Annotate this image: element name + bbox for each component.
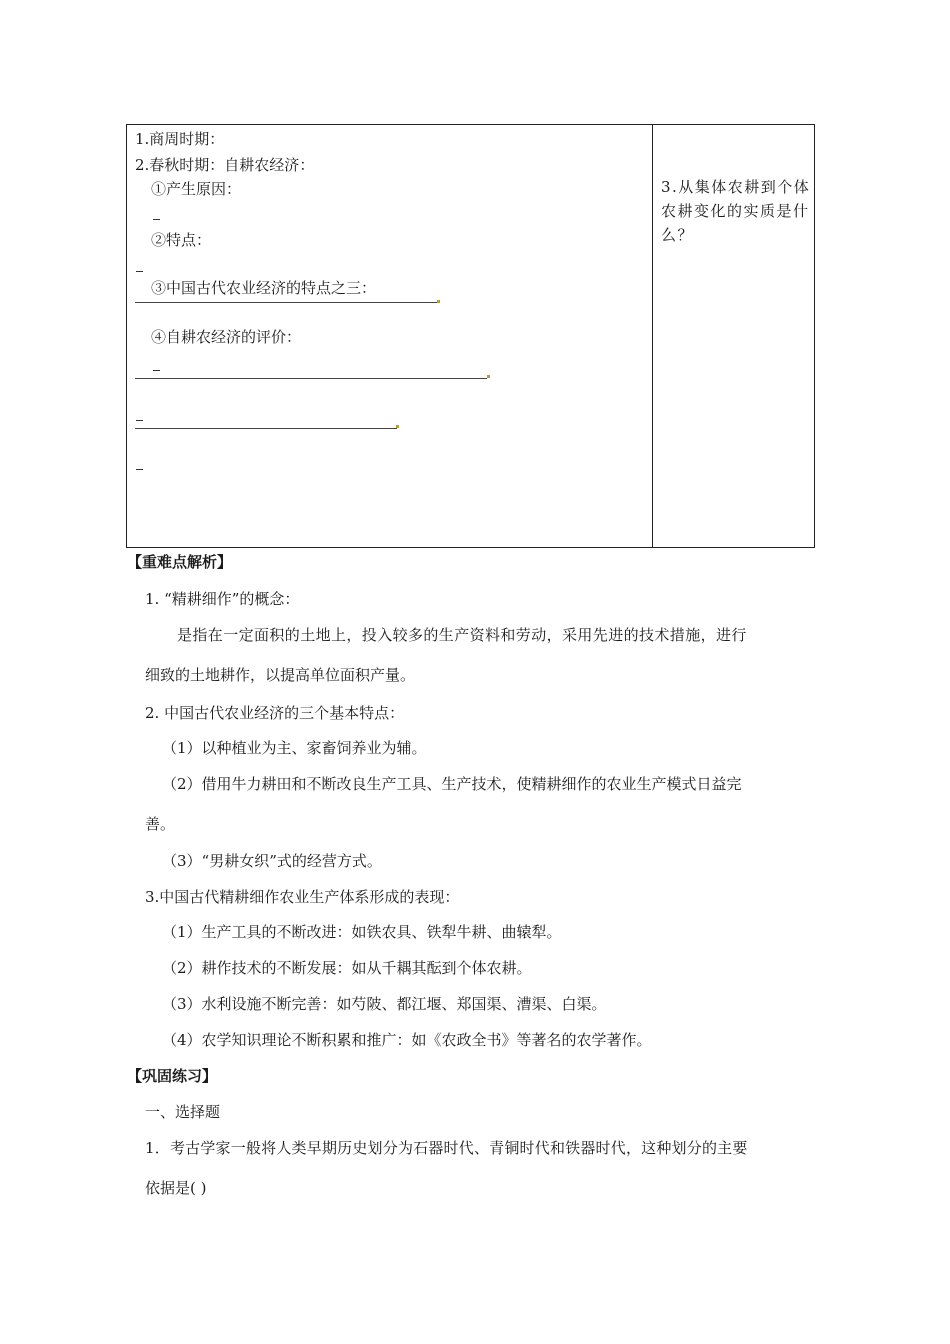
feature-3: （3）“男耕女织”式的经营方式。 xyxy=(162,852,382,870)
feature-2: （2）借用牛力耕田和不断改良生产工具、生产技术，使精耕细作的农业生产模式日益完 xyxy=(162,775,742,793)
blank-mark xyxy=(136,469,143,470)
question-1: 1．考古学家一般将人类早期历史划分为石器时代、青铜时代和铁器时代，这种划分的主要 xyxy=(145,1139,748,1157)
question-1-cont: 依据是( ) xyxy=(145,1179,207,1197)
blank-mark xyxy=(136,420,143,421)
item-features: ②特点： xyxy=(151,231,212,249)
concept-title: 1. “精耕细作”的概念： xyxy=(145,590,300,608)
system-4: （4）农学知识理论不断积累和推广：如《农政全书》等著名的农学著作。 xyxy=(162,1031,652,1049)
analysis-heading: 【重难点解析】 xyxy=(127,553,233,571)
section-choice: 一、选择题 xyxy=(145,1103,221,1121)
outline-table xyxy=(126,124,815,548)
column-divider xyxy=(652,125,653,547)
system-3: （3）水利设施不断完善：如芍陂、都江堰、郑国渠、漕渠、白渠。 xyxy=(162,995,607,1013)
question-3: 3.从集体农耕到个体农耕变化的实质是什么？ xyxy=(661,178,811,244)
answer-line xyxy=(135,378,487,379)
system-1: （1）生产工具的不断改进：如铁农具、铁犁牛耕、曲辕犁。 xyxy=(162,923,562,941)
item-trait-three: ③中国古代农业经济的特点之三： xyxy=(151,279,377,297)
answer-line xyxy=(135,302,437,303)
line-end-mark xyxy=(396,425,399,428)
concept-body: 是指在一定面积的土地上，投入较多的生产资料和劳动，采用先进的技术措施，进行 xyxy=(177,626,747,644)
item-chunqiu: 2.春秋时期：自耕农经济： xyxy=(135,156,315,174)
line-end-mark xyxy=(487,375,490,378)
line-end-mark xyxy=(437,300,440,303)
item-evaluation: ④自耕农经济的评价： xyxy=(151,328,302,346)
item-cause: ①产生原因： xyxy=(151,180,242,198)
item-shang-zhou: 1.商周时期： xyxy=(135,130,225,148)
feature-1: （1）以种植业为主、家畜饲养业为辅。 xyxy=(162,739,427,757)
feature-2-cont: 善。 xyxy=(145,815,176,833)
practice-heading: 【巩固练习】 xyxy=(127,1067,218,1085)
blank-mark xyxy=(136,271,143,272)
concept-body-cont: 细致的土地耕作，以提高单位面积产量。 xyxy=(145,666,416,684)
answer-line xyxy=(135,428,397,429)
blank-mark xyxy=(153,219,160,220)
features-title: 2. 中国古代农业经济的三个基本特点： xyxy=(145,704,405,722)
system-2: （2）耕作技术的不断发展：如从千耦其酝到个体农耕。 xyxy=(162,959,532,977)
system-title: 3.中国古代精耕细作农业生产体系形成的表现： xyxy=(145,888,460,906)
blank-mark xyxy=(153,370,160,371)
